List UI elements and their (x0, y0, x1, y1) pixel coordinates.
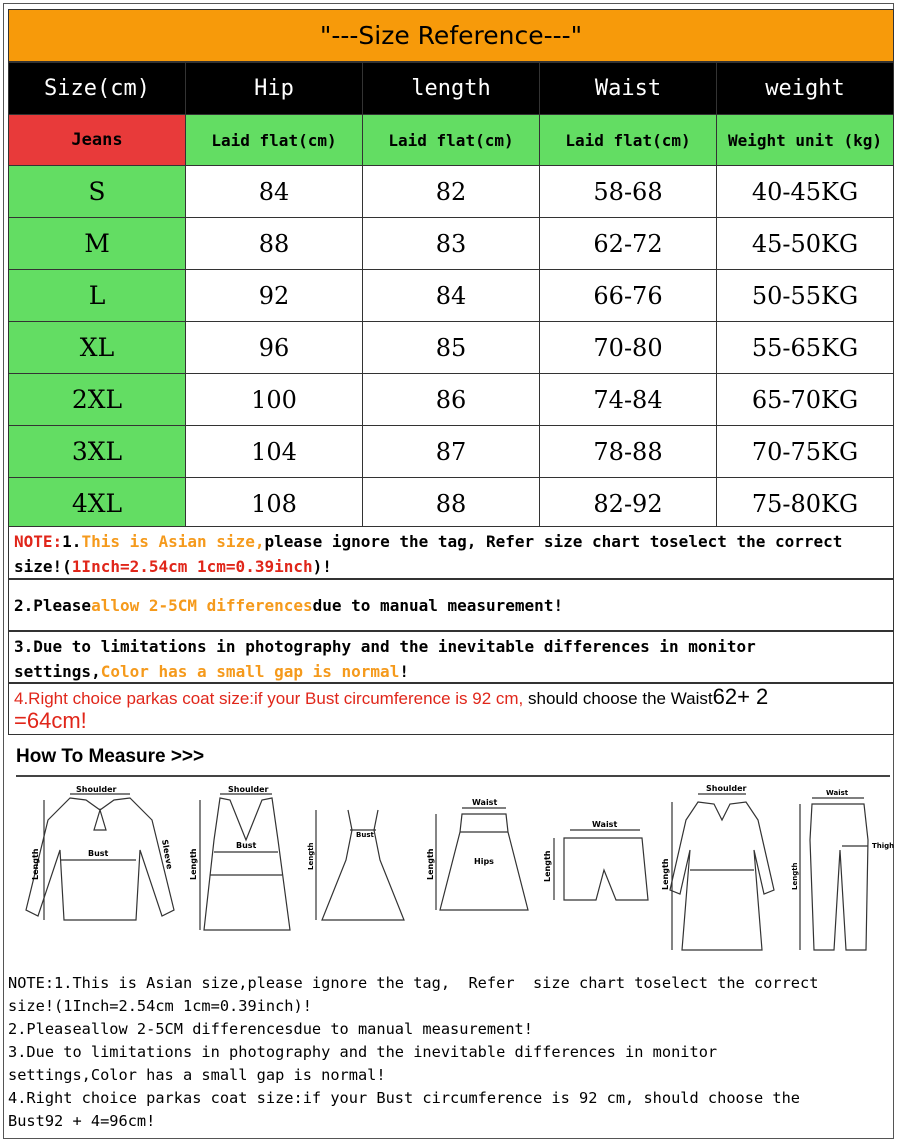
weight-cell: 75-80KG (717, 478, 894, 530)
table-row (9, 270, 894, 322)
note-1-highlight: This is Asian size, (81, 532, 265, 551)
size-cell: 3XL (9, 426, 186, 478)
length-cell: 82 (363, 166, 540, 218)
weight-cell: 55-65KG (717, 322, 894, 374)
note-1-body: please ignore the tag, Refer size chart toselect the correct size!( (14, 532, 843, 576)
hip-cell: 100 (186, 374, 363, 426)
waist-cell: 78-88 (540, 426, 717, 478)
note-4 (8, 683, 894, 735)
subheader-length: Laid flat(cm) (363, 115, 540, 166)
note-1-number: 1. (62, 532, 82, 551)
skirt-icon (424, 780, 534, 940)
note-3-end: ! (399, 662, 409, 681)
length-cell: 83 (363, 218, 540, 270)
size-cell: L (9, 270, 186, 322)
note-1-prefix: NOTE: (14, 532, 63, 551)
note-4-highlight: if your Bust circumference is 92 cm, (254, 689, 524, 708)
waist-cell: 66-76 (540, 270, 717, 322)
note-4-start: 4.Right choice parkas coat size: (14, 689, 255, 708)
note-2-end: due to manual measurement! (312, 596, 564, 615)
coat-label-shoulder: Shoulder (706, 784, 747, 793)
size-table (8, 62, 894, 530)
tank-label-bust: Bust (236, 841, 257, 850)
header-size: Size(cm) (9, 63, 186, 115)
note-3-highlight: Color has a small gap is normal (100, 662, 400, 681)
blouse-icon (16, 780, 186, 940)
waist-cell: 74-84 (540, 374, 717, 426)
table-row (9, 426, 894, 478)
hip-cell: 104 (186, 426, 363, 478)
weight-cell: 70-75KG (717, 426, 894, 478)
weight-cell: 45-50KG (717, 218, 894, 270)
header-length: length (363, 63, 540, 115)
length-cell: 86 (363, 374, 540, 426)
hip-cell: 92 (186, 270, 363, 322)
size-cell: M (9, 218, 186, 270)
note-1-end: )! (312, 557, 332, 576)
blouse-label-length: Length (31, 848, 40, 880)
table-row (9, 166, 894, 218)
blouse-label-sleeve: Sleeve (160, 838, 175, 870)
size-cell: 4XL (9, 478, 186, 530)
shorts-label-length: Length (543, 850, 552, 882)
skirt-label-length: Length (426, 848, 435, 880)
subheader-jeans: Jeans (9, 115, 186, 166)
pants-label-waist: Waist (826, 789, 849, 797)
shorts-label-waist: Waist (592, 820, 618, 829)
header-row (9, 63, 894, 115)
hip-cell: 84 (186, 166, 363, 218)
dress-label-length: Length (307, 842, 315, 870)
hip-cell: 88 (186, 218, 363, 270)
table-row (9, 374, 894, 426)
header-waist: Waist (540, 63, 717, 115)
divider (16, 775, 890, 777)
note-3 (8, 631, 894, 683)
bottom-notes: NOTE:1.This is Asian size,please ignore the tag, Refer size chart toselect the correct size!(1Inch=2.54cm 1cm=0.39inch)! 2.Pleaseallow 2-5CM differencesdue to manual measurement! 3.Due to limitations in photography and the inevitable differences in monitor settings,Color has a small gap is normal! 4.Right choice parkas coat size:if your Bust circumference is 92 cm, should choose the Bust92 + 4=96cm! (8, 974, 819, 1130)
waist-cell: 70-80 (540, 322, 717, 374)
weight-cell: 50-55KG (717, 270, 894, 322)
table-row (9, 322, 894, 374)
skirt-label-hips: Hips (474, 857, 494, 866)
blouse-label-bust: Bust (88, 849, 109, 858)
subheader-waist: Laid flat(cm) (540, 115, 717, 166)
page-frame (3, 3, 894, 1139)
note-4-mid: should choose the Waist (523, 689, 713, 708)
tank-label-length: Length (189, 848, 198, 880)
header-hip: Hip (186, 63, 363, 115)
subheader-weight: Weight unit (kg) (717, 115, 894, 166)
tank-top-icon (190, 780, 300, 940)
coat-label-length: Length (661, 858, 670, 890)
hip-cell: 96 (186, 322, 363, 374)
page-title: "---Size Reference---" (8, 9, 894, 62)
dress-label-bust: Bust (356, 831, 374, 839)
waist-cell: 62-72 (540, 218, 717, 270)
length-cell: 87 (363, 426, 540, 478)
blouse-label-shoulder: Shoulder (76, 785, 117, 794)
waist-cell: 82-92 (540, 478, 717, 530)
hip-cell: 108 (186, 478, 363, 530)
note-1 (8, 526, 894, 579)
garment-diagrams (12, 780, 895, 960)
length-cell: 84 (363, 270, 540, 322)
note-2 (8, 579, 894, 631)
waist-cell: 58-68 (540, 166, 717, 218)
pants-label-length: Length (791, 862, 799, 890)
note-3-start: 3.Due to limitations in photography and the inevitable differences in monitor settings, (14, 637, 756, 681)
header-weight: weight (717, 63, 894, 115)
note-2-start: 2.Please (14, 596, 92, 615)
pants-label-thigh: Thigh (872, 842, 895, 850)
skirt-label-waist: Waist (472, 798, 498, 807)
table-row (9, 478, 894, 530)
weight-cell: 40-45KG (717, 166, 894, 218)
note-2-highlight: allow 2-5CM differences (91, 596, 313, 615)
weight-cell: 65-70KG (717, 374, 894, 426)
subheader-row (9, 115, 894, 166)
pants-icon (788, 780, 895, 960)
note-1-conversion: 1Inch=2.54cm 1cm=0.39inch (71, 557, 313, 576)
subheader-hip: Laid flat(cm) (186, 115, 363, 166)
size-cell: S (9, 166, 186, 218)
note-4-calc: 62+ 2 (712, 684, 769, 709)
note-4-result: =64cm! (14, 708, 87, 733)
length-cell: 85 (363, 322, 540, 374)
size-cell: XL (9, 322, 186, 374)
length-cell: 88 (363, 478, 540, 530)
tank-label-shoulder: Shoulder (228, 785, 269, 794)
dress-icon (308, 780, 418, 940)
table-row (9, 218, 894, 270)
shorts-icon (540, 780, 660, 940)
coat-icon (662, 780, 782, 960)
how-to-measure-title: How To Measure >>> (16, 746, 205, 767)
size-cell: 2XL (9, 374, 186, 426)
